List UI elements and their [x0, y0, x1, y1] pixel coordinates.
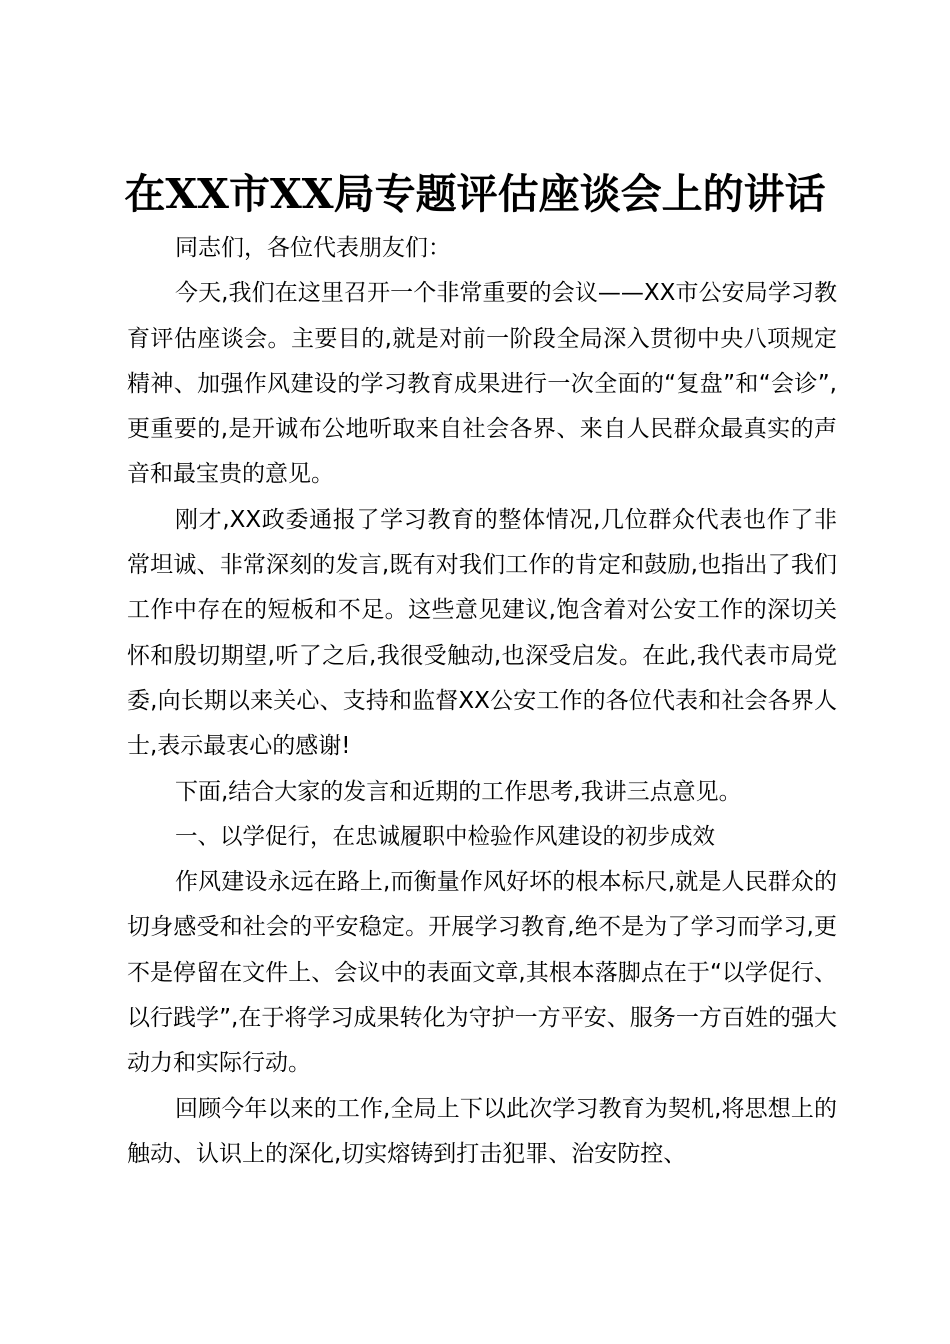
section-1-paragraph-2: 回顾今年以来的工作,全局上下以此次学习教育为契机,将思想上的触动、认识上的深化,切实熔铸到打击犯罪、治安防控、 [127, 1095, 837, 1167]
section-heading-1: 一、以学促行，在忠诚履职中检验作风建设的初步成效 [175, 823, 716, 850]
thanks-paragraph: 刚才,XX政委通报了学习教育的整体情况,几位群众代表也作了非常坦诚、非常深刻的发言,既有对我们工作的肯定和鼓励,也指出了我们工作中存在的短板和不足。这些意见建议,饱含着对公安工作的深切关怀和殷切期望,听了之后,我很受触动,也深受启发。在此,我代表市局党委,向长期以来关心、支持和监督XX公安工作的各位代表和社会各界人士,表示最衷心的感谢! [127, 506, 837, 760]
section-1-paragraph-1: 作风建设永远在路上,而衡量作风好坏的根本标尺,就是人民群众的切身感受和社会的平安稳定。开展学习教育,绝不是为了学习而学习,更不是停留在文件上、会议中的表面文章,其根本落脚点在于“以学促行、以行践学”,在于将学习成果转化为守护一方平安、服务一方百姓的强大动力和实际行动。 [127, 869, 837, 1077]
document-title: 在XX市XX局专题评估座谈会上的讲话 [124, 170, 826, 218]
document-body [127, 226, 837, 1177]
salutation-paragraph: 同志们，各位代表朋友们： [175, 235, 451, 261]
outline-paragraph: 下面,结合大家的发言和近期的工作思考,我讲三点意见。 [175, 778, 742, 805]
opening-paragraph: 今天,我们在这里召开一个非常重要的会议——XX市公安局学习教育评估座谈会。主要目的,就是对前一阶段全局深入贯彻中央八项规定精神、加强作风建设的学习教育成果进行一次全面的“复盘”和“会诊”,更重要的,是开诚布公地听取来自社会各界、来自人民群众最真实的声音和最宝贵的意见。 [127, 280, 837, 488]
